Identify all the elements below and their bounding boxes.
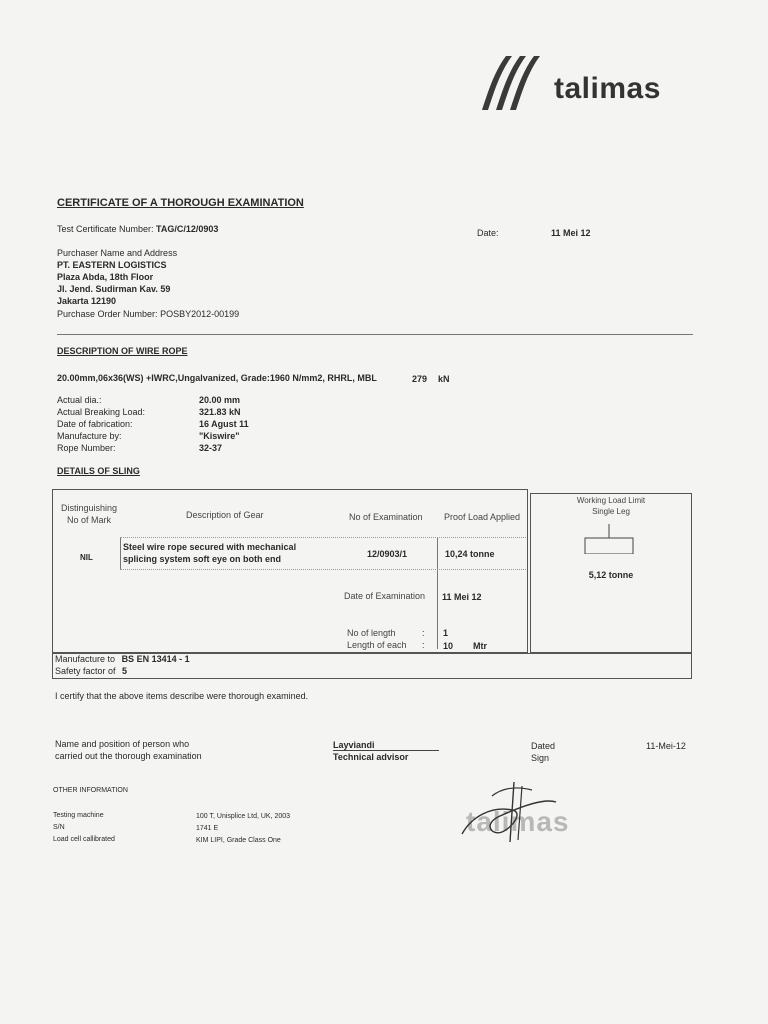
mbl-value: 279 bbox=[412, 374, 428, 384]
wll-title-line1: Working Load Limit bbox=[576, 496, 646, 505]
wire-rope-heading: DESCRIPTION OF WIRE ROPE bbox=[57, 346, 188, 356]
proof-load: 10,24 tonne bbox=[445, 549, 495, 559]
other-info-label: Testing machine bbox=[53, 812, 104, 819]
mark-value: NIL bbox=[80, 553, 93, 562]
manufacture-row bbox=[55, 654, 190, 664]
no-length-label: No of length bbox=[347, 628, 396, 638]
cert-number-label: Test Certificate Number: bbox=[57, 224, 154, 234]
detail-label: Date of fabrication: bbox=[57, 419, 133, 429]
date-exam-value: 11 Mei 12 bbox=[442, 592, 482, 602]
person-label-line1: Name and position of person who bbox=[55, 739, 190, 749]
purchaser-line: Plaza Abda, 18th Floor bbox=[57, 272, 154, 282]
date-label: Date: bbox=[477, 228, 499, 238]
purchaser-label: Purchaser Name and Address bbox=[57, 248, 178, 258]
table-divider bbox=[120, 537, 121, 569]
table-divider bbox=[437, 537, 438, 649]
length-each-label: Length of each bbox=[347, 640, 407, 650]
detail-value: 32-37 bbox=[199, 443, 223, 453]
dated-value: 11-Mei-12 bbox=[646, 741, 686, 751]
length-each-value: 10 bbox=[443, 641, 454, 651]
exam-number: 12/0903/1 bbox=[367, 549, 408, 559]
cert-number: TAG/C/12/0903 bbox=[156, 224, 219, 234]
wll-title-line2: Single Leg bbox=[592, 507, 630, 516]
length-each-colon: : bbox=[422, 640, 425, 650]
detail-label: Actual dia.: bbox=[57, 395, 102, 405]
safety-row bbox=[55, 666, 127, 676]
other-info-value: 1741 E bbox=[196, 825, 219, 832]
desc-line1: Steel wire rope secured with mechanical bbox=[123, 542, 297, 552]
person-label-line2: carried out the thorough examination bbox=[55, 751, 202, 761]
safety-factor: 5 bbox=[122, 666, 128, 676]
signature-icon bbox=[452, 776, 562, 846]
purchaser-line: Jl. Jend. Sudirman Kav. 59 bbox=[57, 284, 171, 294]
other-info-value: KIM LIPI, Grade Class One bbox=[196, 837, 281, 844]
other-info-heading: OTHER INFORMATION bbox=[53, 787, 128, 794]
detail-value: 321.83 kN bbox=[199, 407, 241, 417]
logo-text: talimas bbox=[554, 72, 661, 105]
other-info-label: Load cell callibrated bbox=[53, 836, 115, 843]
wll-value: 5,12 tonne bbox=[588, 570, 634, 580]
manufacture-label: Manufacture to bbox=[55, 654, 116, 664]
col-mark-line1: Distinguishing bbox=[60, 503, 118, 513]
certificate-date: 11 Mei 12 bbox=[551, 228, 591, 238]
name-underline bbox=[333, 750, 439, 751]
sign-label: Sign bbox=[531, 753, 550, 763]
mbl-unit: kN bbox=[438, 374, 450, 384]
other-info-label: S/N bbox=[53, 824, 65, 831]
cert-number-row bbox=[57, 224, 218, 234]
col-mark-header bbox=[54, 502, 124, 526]
detail-label: Rope Number: bbox=[57, 443, 116, 453]
length-unit: Mtr bbox=[473, 641, 487, 651]
other-info-value: 100 T, Unisplice Ltd, UK, 2003 bbox=[196, 813, 291, 820]
col-exam-header: No of Examination bbox=[349, 512, 423, 522]
certify-statement: I certify that the above items describe were thorough examined. bbox=[55, 691, 309, 701]
po-label: Purchase Order Number: bbox=[57, 309, 158, 319]
detail-value: 20.00 mm bbox=[199, 395, 241, 405]
logo-stripes-icon bbox=[474, 52, 550, 112]
no-length-value: 1 bbox=[443, 628, 449, 638]
wire-rope-spec: 20.00mm,06x36(WS) +IWRC,Ungalvanized, Grade:1960 N/mm2, RHRL, MBL bbox=[57, 373, 377, 383]
detail-value: "Kiswire" bbox=[199, 431, 240, 441]
wll-title bbox=[532, 495, 690, 517]
col-proof-header: Proof Load Applied bbox=[444, 512, 521, 522]
safety-label: Safety factor of bbox=[55, 666, 116, 676]
examiner-name: Layviandi bbox=[333, 740, 375, 750]
sling-heading: DETAILS OF SLING bbox=[57, 466, 140, 476]
desc-line2: splicing system soft eye on both end bbox=[123, 554, 282, 564]
table-row-line bbox=[120, 569, 526, 570]
purchaser-line: PT. EASTERN LOGISTICS bbox=[57, 260, 167, 270]
stamp-text: talimas bbox=[466, 806, 570, 837]
col-desc-header: Description of Gear bbox=[186, 510, 264, 520]
po-number: POSBY2012-00199 bbox=[160, 309, 240, 319]
col-mark-line2: No of Mark bbox=[66, 515, 111, 525]
sling-diagram-icon bbox=[579, 524, 639, 554]
dated-label: Dated bbox=[531, 741, 556, 751]
date-exam-label: Date of Examination bbox=[344, 591, 426, 601]
no-length-colon: : bbox=[422, 628, 425, 638]
company-logo bbox=[474, 52, 694, 112]
certificate-title: CERTIFICATE OF A THOROUGH EXAMINATION bbox=[57, 197, 304, 209]
manufacture-standard: BS EN 13414 - 1 bbox=[121, 654, 190, 664]
detail-value: 16 Agust 11 bbox=[199, 419, 249, 429]
examiner-position: Technical advisor bbox=[333, 752, 409, 762]
section-divider bbox=[57, 334, 693, 335]
detail-label: Manufacture by: bbox=[57, 431, 122, 441]
purchaser-line: Jakarta 12190 bbox=[57, 296, 117, 306]
purchase-order-row bbox=[57, 309, 239, 319]
table-row-line bbox=[120, 537, 526, 538]
detail-label: Actual Breaking Load: bbox=[57, 407, 146, 417]
